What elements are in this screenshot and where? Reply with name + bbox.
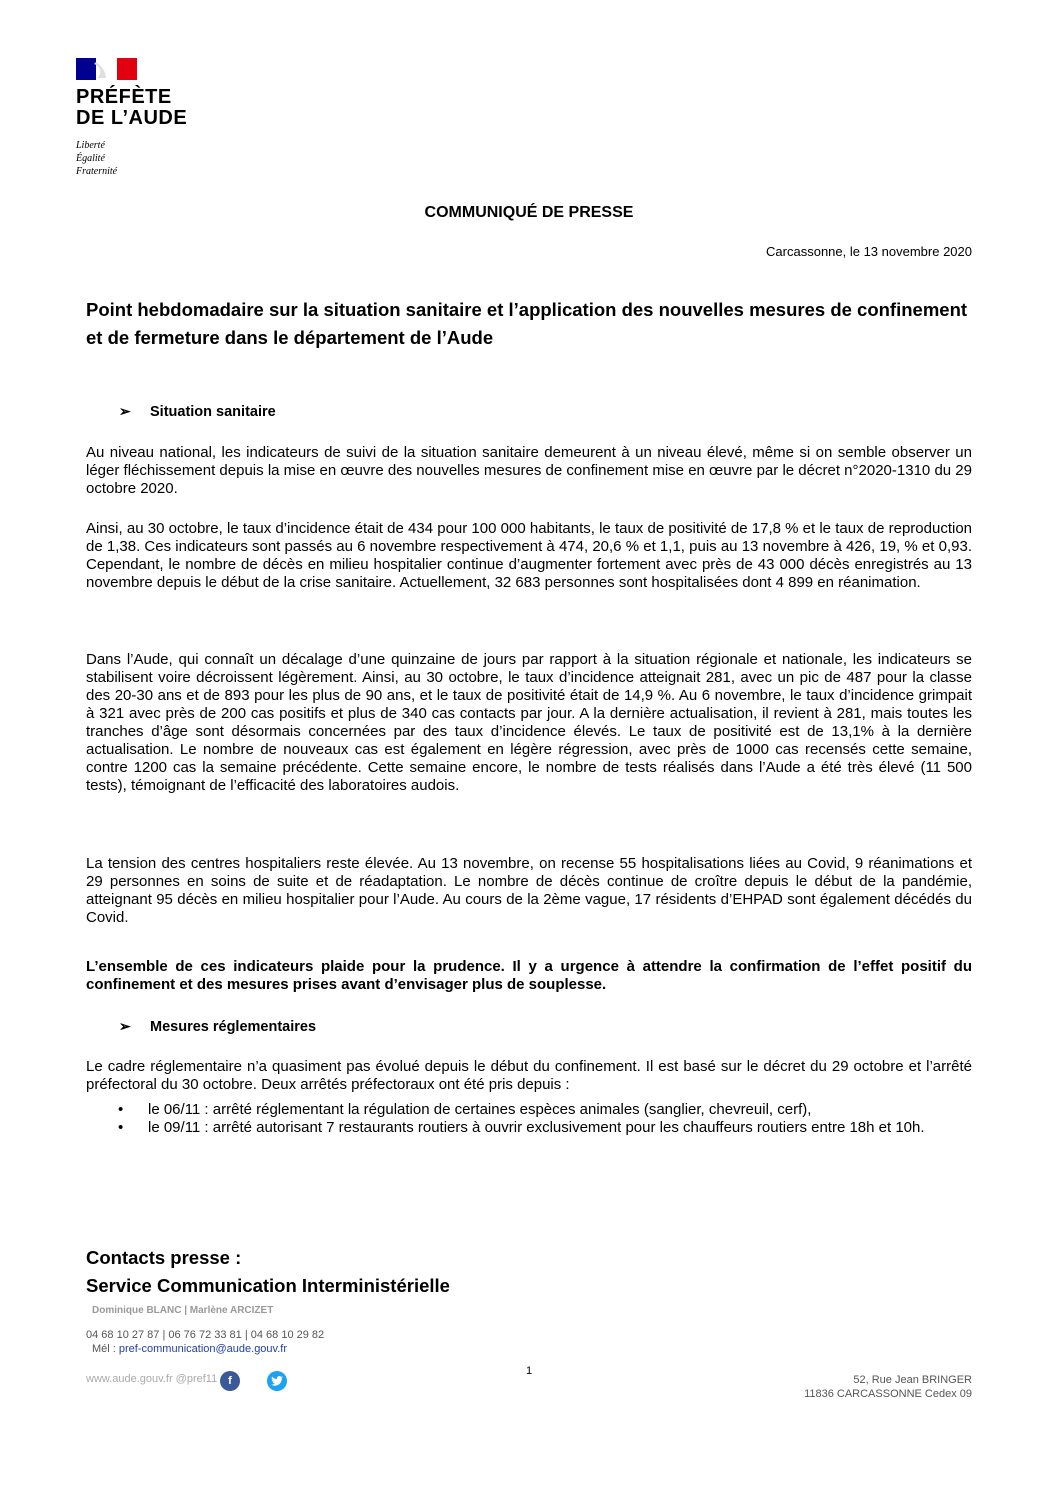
paragraph-national: Au niveau national, les indicateurs de suivi de la situation sanitaire demeurent à un niveau élevé, même si on semble observer un léger fléchissement depuis la mise en œuvre des nouvelles mesures de confinement mise en œuvre par le décret n°2020-1310 du 29 octobre 2020. — [86, 444, 972, 497]
section-heading-situation — [119, 403, 276, 420]
contact-mail — [92, 1343, 287, 1355]
document-title: Point hebdomadaire sur la situation sanitaire et l’application des nouvelles mesures de confinement et de fermeture dans le département de l’Aude — [86, 299, 968, 348]
paragraph-aude: Dans l’Aude, qui connaît un décalage d’une quinzaine de jours par rapport à la situation régionale et nationale, les indicateurs se stabilisent voire décroissent légèrement. Ainsi, au 30 octobre, le taux d’incidence atteignait 281, avec un pic de 487 pour la classe des 20-30 ans et de 893 pour les plus de 90 ans, et le taux de positivité était de 14,9 %. Au 6 novembre, le taux d’incidence grimpait à 321 avec près de 200 cas positifs et plus de 340 cas contacts par jour. A la dernière actualisation, il revient à 281, mais toutes les tranches d’âge sont désormais concernées par des taux d’incidence élevés. Le taux de positivité est de 13,1% à la dernière actualisation. Le nombre de nouveaux cas est également en légère régression, avec près de 1000 cas recensés cette semaine, contre 1200 cas la semaine précédente. Cette semaine encore, le nombre de tests réalisés dans l’Aude a été très élevé (11 500 tests), témoignant de l’efficacité des laboratoires audois. — [86, 651, 972, 794]
paragraph-conclusion: L’ensemble de ces indicateurs plaide pour la prudence. Il y a urgence à attendre la confirmation de l’effet positif du confinement et des mesures prises avant d’envisager plus de souplesse. — [86, 958, 972, 993]
republic-flag-logo — [76, 58, 137, 80]
mail-link[interactable]: pref-communication@aude.gouv.fr — [118, 1343, 288, 1355]
address-city: 11836 CARCASSONNE Cedex 09 — [804, 1388, 972, 1400]
contacts-service: Service Communication Interministérielle — [86, 1275, 450, 1296]
mail-label: Mél : — [92, 1343, 116, 1355]
arretes-list — [86, 1101, 972, 1137]
address-street: 52, Rue Jean BRINGER — [853, 1374, 972, 1386]
motto-liberte: Liberté — [76, 140, 105, 151]
twitter-icon[interactable] — [267, 1371, 287, 1391]
contacts-heading: Contacts presse : — [86, 1247, 242, 1268]
motto-fraternite: Fraternité — [76, 166, 118, 177]
footer-website[interactable]: www.aude.gouv.fr @pref11 — [86, 1373, 218, 1385]
bullet-dot-icon: • — [118, 1119, 124, 1136]
page-number: 1 — [525, 1365, 533, 1377]
prefecture-name — [76, 87, 187, 129]
contacts-title — [86, 1244, 450, 1300]
prefecture-name-line1: PRÉFÈTE — [76, 86, 172, 108]
contact-phones: 04 68 10 27 87 | 06 76 72 33 81 | 04 68 10 29 82 — [86, 1329, 325, 1341]
republic-motto — [76, 139, 117, 178]
facebook-icon[interactable]: f — [220, 1371, 240, 1391]
prefecture-name-line2: DE L’AUDE — [76, 107, 188, 129]
list-item — [86, 1119, 972, 1137]
contact-names: Dominique BLANC | Marlène ARCIZET — [92, 1305, 274, 1316]
arrow-bullet-icon: ➢ — [119, 1018, 131, 1034]
section-heading-label: Mesures réglementaires — [150, 1018, 317, 1035]
motto-egalite: Égalité — [76, 153, 105, 164]
document-type: COMMUNIQUÉ DE PRESSE — [424, 204, 634, 221]
section-heading-mesures — [119, 1018, 316, 1035]
list-item-text: le 09/11 : arrêté autorisant 7 restaurants routiers à ouvrir exclusivement pour les chauffeurs routiers entre 18h et 10h. — [148, 1119, 925, 1136]
list-item — [86, 1101, 972, 1119]
paragraph-indicators: Ainsi, au 30 octobre, le taux d’incidence était de 434 pour 100 000 habitants, le taux de positivité de 17,8 % et le taux de reproduction de 1,38. Ces indicateurs sont passés au 6 novembre respectivement à 474, 20,6 % et 1,1, puis au 13 novembre à 426, 19, % et 0,93. Cependant, le nombre de décès en milieu hospitalier continue d’augmenter fortement avec près de 43 000 décès enregistrés au 13 novembre depuis le début de la crise sanitaire. Actuellement, 32 683 personnes sont hospitalisées dont 4 899 en réanimation. — [86, 520, 972, 591]
bullet-dot-icon: • — [118, 1101, 124, 1118]
footer-address — [804, 1373, 972, 1401]
paragraph-reglementaire: Le cadre réglementaire n’a quasiment pas évolué depuis le début du confinement. Il est basé sur le décret du 29 octobre et l’arrêté préfectoral du 30 octobre. Deux arrêtés préfectoraux ont été pris depuis : — [86, 1058, 972, 1093]
section-heading-label: Situation sanitaire — [150, 403, 276, 420]
arrow-bullet-icon: ➢ — [119, 403, 131, 419]
paragraph-hospitals: La tension des centres hospitaliers reste élevée. Au 13 novembre, on recense 55 hospitalisations liées au Covid, 9 réanimations et 29 personnes en soins de suite et de réadaptation. Le nombre de décès continue de croître depuis le début de la pandémie, atteignant 95 décès en milieu hospitalier pour l’Aude. Au cours de la 2ème vague, 17 résidents d’EHPAD sont également décédés du Covid. — [86, 855, 972, 926]
document-date: Carcassonne, le 13 novembre 2020 — [766, 244, 972, 259]
list-item-text: le 06/11 : arrêté réglementant la régulation de certaines espèces animales (sanglier, chevreuil, cerf), — [148, 1101, 812, 1118]
